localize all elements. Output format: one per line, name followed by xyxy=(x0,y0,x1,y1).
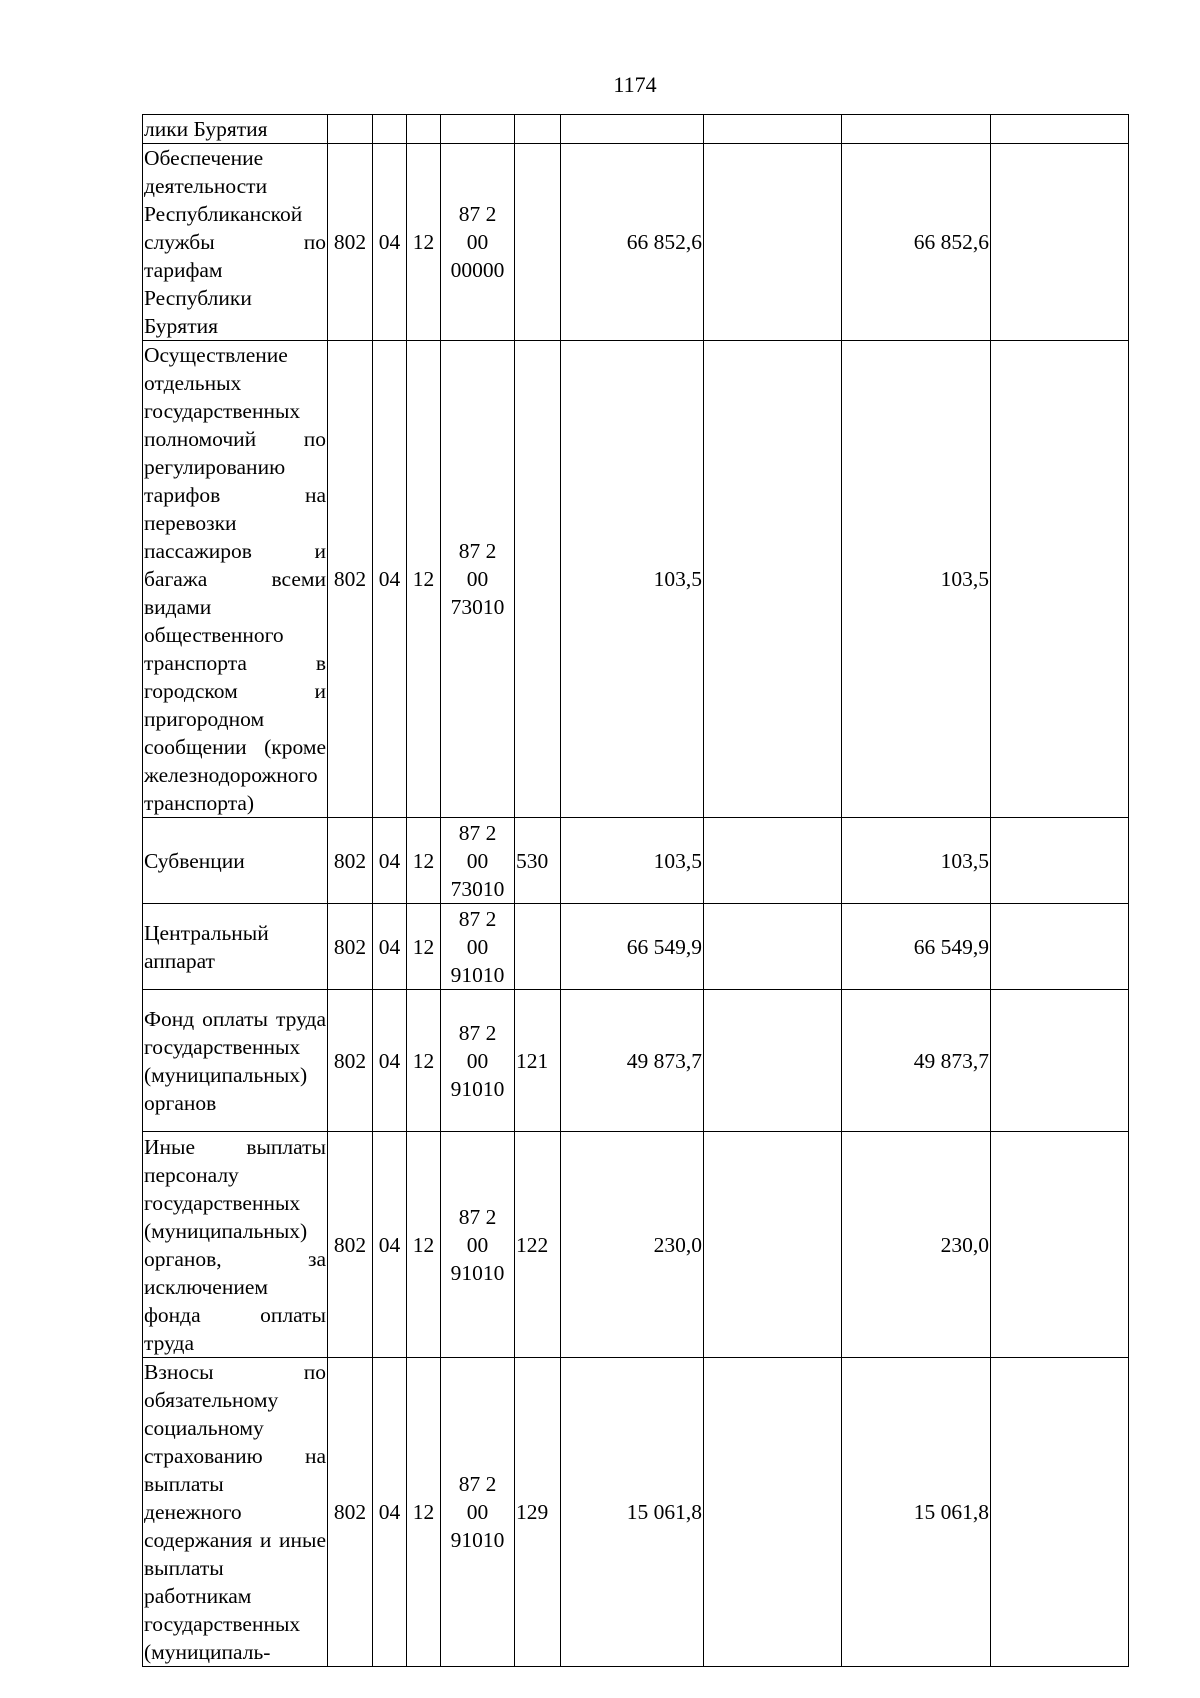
row-sum-4 xyxy=(991,1358,1129,1667)
row-type: 121 xyxy=(515,990,561,1132)
row-sum-4 xyxy=(991,1132,1129,1358)
row-type xyxy=(515,904,561,990)
row-rz: 04 xyxy=(373,904,407,990)
row-rz: 04 xyxy=(373,818,407,904)
row-ved: 802 xyxy=(328,818,373,904)
row-name: Взносы по обязательному социальному страхованию на выплаты денежного содержания и иные выплаты работникам государственных (муниципаль- xyxy=(143,1358,328,1667)
row-code: 87 2 00 91010 xyxy=(441,1132,515,1358)
row-sum-2 xyxy=(704,115,842,144)
row-pr: 12 xyxy=(407,990,441,1132)
row-type xyxy=(515,115,561,144)
row-ved: 802 xyxy=(328,144,373,341)
row-sum-4 xyxy=(991,904,1129,990)
row-sum-2 xyxy=(704,990,842,1132)
row-code: 87 2 00 73010 xyxy=(441,341,515,818)
row-ved: 802 xyxy=(328,990,373,1132)
row-sum-1: 103,5 xyxy=(561,818,704,904)
row-sum-3: 66 852,6 xyxy=(842,144,991,341)
row-rz xyxy=(373,115,407,144)
table-row xyxy=(143,1358,1129,1667)
row-name: Центральный аппарат xyxy=(143,904,328,990)
row-pr: 12 xyxy=(407,904,441,990)
row-type xyxy=(515,341,561,818)
row-sum-4 xyxy=(991,341,1129,818)
row-code: 87 2 00 00000 xyxy=(441,144,515,341)
row-name: Осуществление отдельных государственных полномочий по регулированию тарифов на перевозки пассажиров и багажа всеми видами общественного транспорта в городском и пригородном сообщении (кроме железнодорожного транспорта) xyxy=(143,341,328,818)
row-sum-3: 15 061,8 xyxy=(842,1358,991,1667)
row-sum-1: 49 873,7 xyxy=(561,990,704,1132)
row-ved xyxy=(328,115,373,144)
table-row xyxy=(143,341,1129,818)
row-sum-3: 230,0 xyxy=(842,1132,991,1358)
row-sum-2 xyxy=(704,1132,842,1358)
row-rz: 04 xyxy=(373,1132,407,1358)
row-sum-3: 49 873,7 xyxy=(842,990,991,1132)
row-pr: 12 xyxy=(407,1358,441,1667)
row-sum-1: 66 852,6 xyxy=(561,144,704,341)
row-name: лики Бурятия xyxy=(143,115,328,144)
row-type: 530 xyxy=(515,818,561,904)
row-code: 87 2 00 91010 xyxy=(441,904,515,990)
row-pr: 12 xyxy=(407,1132,441,1358)
row-rz: 04 xyxy=(373,990,407,1132)
row-type: 129 xyxy=(515,1358,561,1667)
budget-table xyxy=(142,114,1129,1667)
row-rz: 04 xyxy=(373,144,407,341)
row-sum-3 xyxy=(842,115,991,144)
row-pr xyxy=(407,115,441,144)
row-ved: 802 xyxy=(328,1132,373,1358)
row-pr: 12 xyxy=(407,144,441,341)
table-row xyxy=(143,115,1129,144)
row-code: 87 2 00 73010 xyxy=(441,818,515,904)
row-sum-4 xyxy=(991,115,1129,144)
table-row xyxy=(143,1132,1129,1358)
table-row xyxy=(143,818,1129,904)
row-rz: 04 xyxy=(373,341,407,818)
row-sum-4 xyxy=(991,818,1129,904)
row-name: Иные выплаты персоналу государственных (муниципальных) органов, за исключением фонда оплаты труда xyxy=(143,1132,328,1358)
row-name: Фонд оплаты труда государственных (муниципальных) органов xyxy=(143,990,328,1132)
row-code xyxy=(441,115,515,144)
row-ved: 802 xyxy=(328,904,373,990)
row-sum-1 xyxy=(561,115,704,144)
table-row xyxy=(143,990,1129,1132)
row-ved: 802 xyxy=(328,1358,373,1667)
row-rz: 04 xyxy=(373,1358,407,1667)
row-code: 87 2 00 91010 xyxy=(441,990,515,1132)
row-sum-1: 15 061,8 xyxy=(561,1358,704,1667)
row-sum-3: 66 549,9 xyxy=(842,904,991,990)
row-sum-2 xyxy=(704,904,842,990)
row-pr: 12 xyxy=(407,341,441,818)
row-sum-2 xyxy=(704,341,842,818)
row-sum-1: 230,0 xyxy=(561,1132,704,1358)
row-pr: 12 xyxy=(407,818,441,904)
page-number: 1174 xyxy=(613,72,657,97)
row-sum-2 xyxy=(704,144,842,341)
row-code: 87 2 00 91010 xyxy=(441,1358,515,1667)
row-type: 122 xyxy=(515,1132,561,1358)
row-sum-2 xyxy=(704,1358,842,1667)
row-sum-3: 103,5 xyxy=(842,341,991,818)
table-row xyxy=(143,144,1129,341)
row-sum-1: 103,5 xyxy=(561,341,704,818)
row-sum-1: 66 549,9 xyxy=(561,904,704,990)
row-ved: 802 xyxy=(328,341,373,818)
row-sum-3: 103,5 xyxy=(842,818,991,904)
row-sum-4 xyxy=(991,990,1129,1132)
row-sum-4 xyxy=(991,144,1129,341)
row-type xyxy=(515,144,561,341)
row-name: Субвенции xyxy=(143,818,328,904)
row-sum-2 xyxy=(704,818,842,904)
table-row xyxy=(143,904,1129,990)
row-name: Обеспечение деятельности Республиканской службы по тарифам Республики Бурятия xyxy=(143,144,328,341)
